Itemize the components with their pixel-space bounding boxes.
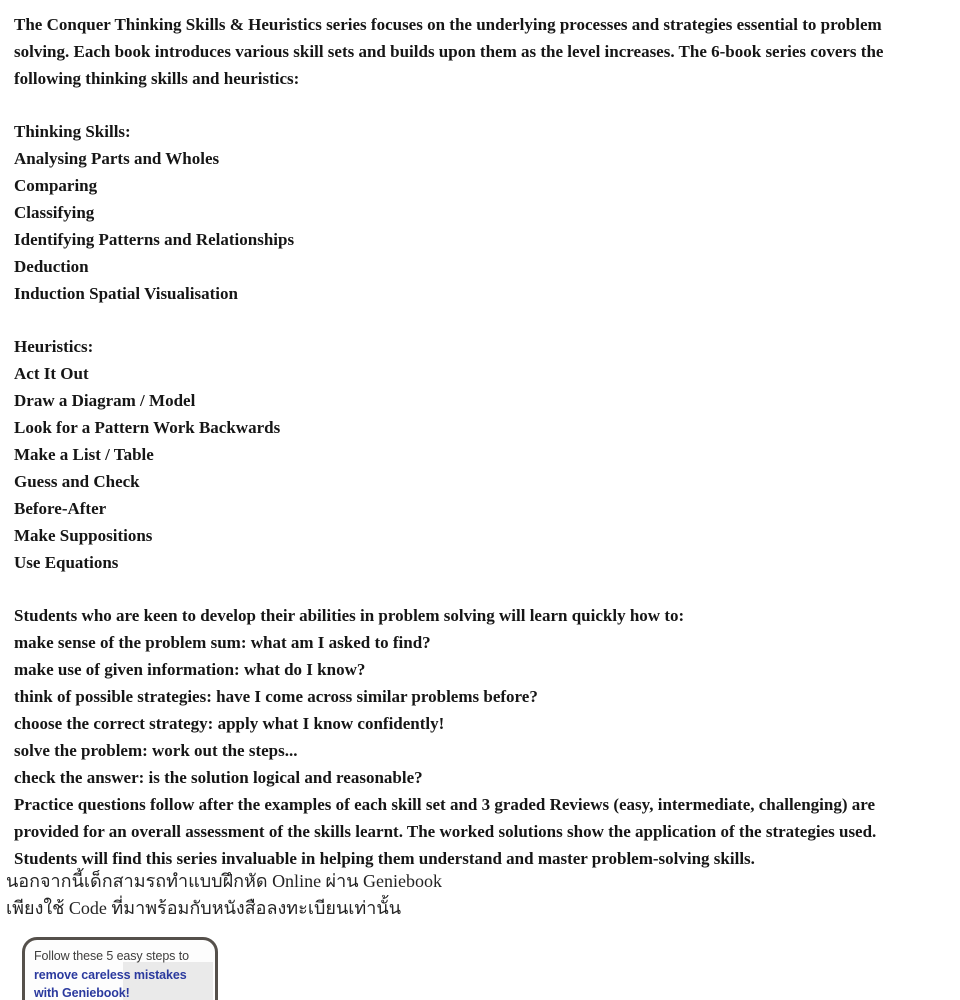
heuristic-item: Look for a Pattern Work Backwards (14, 418, 281, 437)
thinking-skill-item: Comparing (14, 176, 98, 195)
section-gap (14, 576, 946, 602)
intro-paragraph (14, 11, 946, 92)
thinking-skills-heading: Thinking Skills: (14, 122, 131, 141)
how-to-line: Students who are keen to develop their abilities in problem solving will learn quickly how to: (14, 606, 685, 625)
intro-line: The Conquer Thinking Skills & Heuristics series focuses on the underlying processes and strategies essential to problem (14, 15, 882, 34)
how-to-section (14, 602, 946, 791)
thinking-skill-item: Identifying Patterns and Relationships (14, 230, 295, 249)
heuristic-item: Act It Out (14, 364, 89, 383)
intro-line: solving. Each book introduces various skill sets and builds upon them as the level increases. The 6-book series covers the (14, 42, 884, 61)
thai-note-line: นอกจากนี้เด็กสามรถทำแบบฝึกหัด Online ผ่าน Geniebook (6, 871, 442, 891)
heuristic-item: Draw a Diagram / Model (14, 391, 196, 410)
how-to-line: make use of given information: what do I know? (14, 660, 366, 679)
card-intro-line: Follow these 5 easy steps to (34, 949, 189, 963)
intro-line: following thinking skills and heuristics: (14, 69, 300, 88)
card-highlight-line: with Geniebook! (34, 986, 130, 1000)
thinking-skill-item: Induction Spatial Visualisation (14, 284, 238, 303)
heuristic-item: Make a List / Table (14, 445, 154, 464)
thinking-skills-section (14, 118, 946, 307)
thai-note-line: เพียงใช้ Code ที่มาพร้อมกับหนังสือลงทะเบียนเท่านั้น (6, 898, 401, 918)
geniebook-card-text (34, 947, 189, 1000)
heuristic-item: Use Equations (14, 553, 119, 572)
section-gap (14, 307, 946, 333)
geniebook-steps-card (22, 937, 218, 1000)
how-to-line: check the answer: is the solution logical and reasonable? (14, 768, 423, 787)
thinking-skill-item: Classifying (14, 203, 95, 222)
practice-line: provided for an overall assessment of the skills learnt. The worked solutions show the application of the strategies used. (14, 822, 877, 841)
thinking-skill-item: Deduction (14, 257, 89, 276)
thai-note (6, 868, 946, 922)
how-to-line: think of possible strategies: have I come across similar problems before? (14, 687, 538, 706)
card-highlight-line: remove careless mistakes (34, 967, 187, 982)
section-gap (14, 92, 946, 118)
how-to-line: solve the problem: work out the steps... (14, 741, 298, 760)
thinking-skill-item: Analysing Parts and Wholes (14, 149, 220, 168)
heuristics-section (14, 333, 946, 576)
heuristic-item: Make Suppositions (14, 526, 153, 545)
practice-line: Practice questions follow after the examples of each skill set and 3 graded Reviews (easy, intermediate, challenging) are (14, 795, 876, 814)
heuristics-heading: Heuristics: (14, 337, 94, 356)
description-text (6, 11, 946, 922)
practice-paragraph (14, 791, 946, 872)
practice-line: Students will find this series invaluable in helping them understand and master problem-solving skills. (14, 849, 755, 868)
how-to-line: make sense of the problem sum: what am I asked to find? (14, 633, 431, 652)
heuristic-item: Before-After (14, 499, 107, 518)
how-to-line: choose the correct strategy: apply what I know confidently! (14, 714, 445, 733)
heuristic-item: Guess and Check (14, 472, 140, 491)
